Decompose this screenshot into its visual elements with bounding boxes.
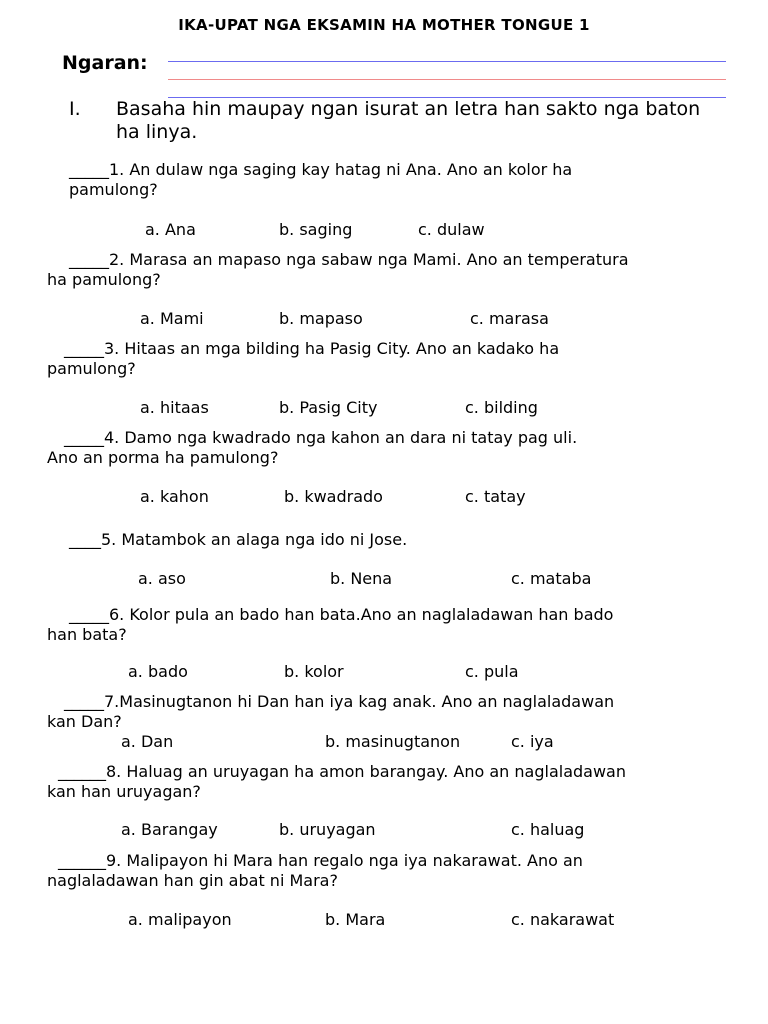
choice-1c: c. dulaw [418,220,485,239]
question-8-text: ______8. Haluag an uruyagan ha amon barangay. Ano an naglaladawan [58,762,626,781]
question-4-text-cont: Ano an porma ha pamulong? [47,448,279,467]
choice-3a: a. hitaas [140,398,209,417]
choice-9c: c. nakarawat [511,910,615,929]
question-2-text: _____2. Marasa an mapaso nga sabaw nga Mami. Ano an temperatura [69,250,629,269]
choice-7b: b. masinugtanon [325,732,461,751]
name-label: Ngaran: [62,52,148,74]
question-2-text-cont: ha pamulong? [47,270,161,289]
question-5-text: ____5. Matambok an alaga nga ido ni Jose. [69,530,408,549]
choice-3c: c. bilding [465,398,538,417]
choice-8c: c. haluag [511,820,585,839]
choice-3b: b. Pasig City [279,398,378,417]
question-9-text: ______9. Malipayon hi Mara han regalo nga iya nakarawat. Ano an [58,851,583,870]
choice-4a: a. kahon [140,487,209,506]
exam-title: IKA-UPAT NGA EKSAMIN HA MOTHER TONGUE 1 [178,16,590,34]
name-line-middle [168,79,726,80]
question-8-text-cont: kan han uruyagan? [47,782,201,801]
choice-1b: b. saging [279,220,353,239]
choice-5b: b. Nena [330,569,393,588]
choice-9b: b. Mara [325,910,386,929]
question-4-text: _____4. Damo nga kwadrado nga kahon an dara ni tatay pag uli. [64,428,578,447]
choice-2c: c. marasa [470,309,549,328]
choice-6c: c. pula [465,662,519,681]
section-instruction: Basaha hin maupay ngan isurat an letra han sakto nga baton ha linya. [116,98,701,143]
choice-8a: a. Barangay [121,820,218,839]
question-6-text-cont: han bata? [47,625,127,644]
choice-5a: a. aso [138,569,186,588]
question-3-text: _____3. Hitaas an mga bilding ha Pasig City. Ano an kadako ha [64,339,560,358]
question-9-text-cont: naglaladawan han gin abat ni Mara? [47,871,338,890]
section-number: I. [69,98,81,120]
question-1-text-cont: pamulong? [69,180,158,199]
choice-9a: a. malipayon [128,910,232,929]
choice-8b: b. uruyagan [279,820,376,839]
choice-2b: b. mapaso [279,309,363,328]
choice-6b: b. kolor [284,662,344,681]
choice-7a: a. Dan [121,732,174,751]
question-7-text-cont: kan Dan? [47,712,122,731]
question-1-text: _____1. An dulaw nga saging kay hatag ni Ana. Ano an kolor ha [69,160,573,179]
choice-4b: b. kwadrado [284,487,383,506]
choice-6a: a. bado [128,662,188,681]
question-3-text-cont: pamulong? [47,359,136,378]
choice-7c: c. iya [511,732,554,751]
choice-4c: c. tatay [465,487,526,506]
choice-1a: a. Ana [145,220,196,239]
choice-2a: a. Mami [140,309,204,328]
question-7-text: _____7.Masinugtanon hi Dan han iya kag anak. Ano an naglaladawan [64,692,615,711]
question-6-text: _____6. Kolor pula an bado han bata.Ano an naglaladawan han bado [69,605,614,624]
choice-5c: c. mataba [511,569,592,588]
name-line-top[interactable] [168,61,726,62]
